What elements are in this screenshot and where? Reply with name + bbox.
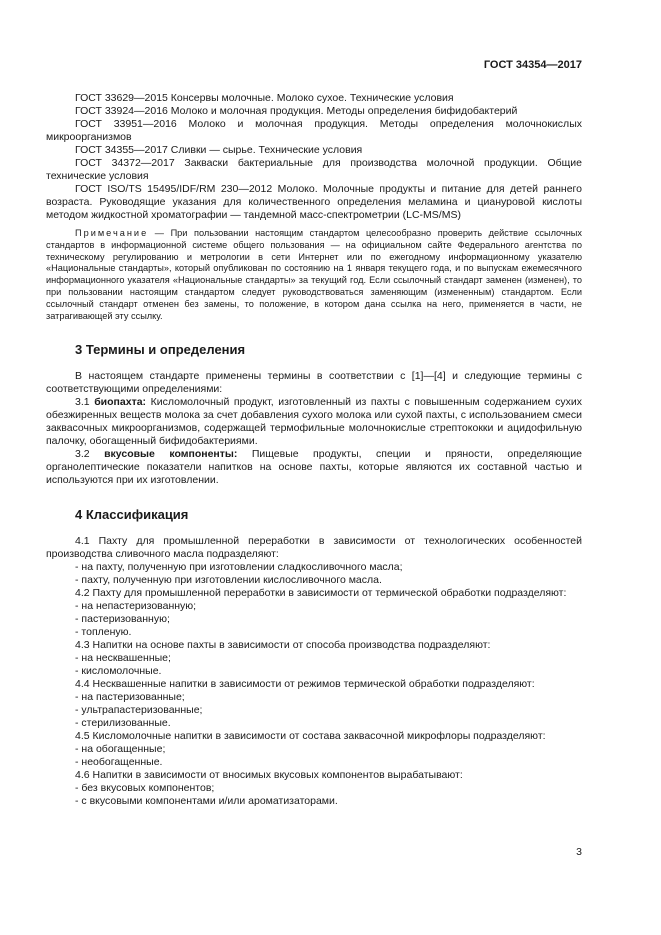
clause-list [46,782,582,808]
reference-item: ГОСТ 33924—2016 Молоко и молочная продукция. Методы определения бифидобактерий [75,105,518,117]
clause-head: 4.4 Несквашенные напитки в зависимости от режимов термической обработки подразделяют: [75,678,535,691]
clause-head: 4.2 Пахту для промышленной переработки в зависимости от термической обработки подразделяют: [75,587,567,600]
list-item: - на пахту, полученную при изготовлении сладкосливочного масла; [75,561,403,574]
page-number: 3 [576,846,582,858]
list-item: - стерилизованные. [75,717,171,730]
term-number: 3.1 [75,396,95,409]
term-3-1 [46,396,582,448]
clause-list [46,600,582,639]
reference-item: ГОСТ ISO/TS 15495/IDF/RM 230—2012 Молоко. Молочные продукты и питание для детей раннего возраста. Руководящие указания для количественного определения меламина и циануровой кислоты методом жидкостной хроматографии — тандемной масс-спектрометрии (LC-MS/MS) [46,183,582,221]
page-body [46,92,582,808]
clause-head: 4.5 Кисломолочные напитки в зависимости от состава заквасочной микрофлоры подразделяют: [75,730,546,743]
note-paragraph [46,228,582,322]
note-text: — При пользовании настоящим стандартом целесообразно проверить действие ссылочных стандартов в информационной системе общего пользования — на официальном сайте Федерального агентства по техническому регулированию и метрологии в сети Интернет или по ежегодному информационному указателю «Национальные стандарты», который опубликован по состоянию на 1 января текущего года, и по выпускам ежемесячного информационного указателя «Национальные стандарты» за текущий год. Если ссылочный стандарт заменен (изменен), то при пользовании настоящим стандартом следует руководствоваться заменяющим (измененным) стандартом. Если ссылочный стандарт отменен без замены, то положение, в котором дана ссылка на него, применяется в части, не затрагивающей эту ссылку. [46,228,582,321]
list-item: - на пастеризованные; [75,691,185,704]
document-header: ГОСТ 34354—2017 [483,59,582,71]
clause-list [46,743,582,769]
section-3-intro: В настоящем стандарте применены термины в соответствии с [1]—[4] и следующие термины с соответствующими определениями: [46,370,582,396]
note-label: Примечание [75,228,149,238]
list-item: - без вкусовых компонентов; [75,782,215,795]
list-item: - с вкусовыми компонентами и/или ароматизаторами. [75,795,338,808]
term-definition: Пищевые продукты, специи и пряности, определяющие органолептические показатели напитков на основе пахты, которые являются их составной частью и используются при их изготовлении. [46,448,583,487]
list-item: - пахту, полученную при изготовлении кислосливочного масла. [75,574,382,587]
term-number: 3.2 [75,448,105,461]
term-definition: Кисломолочный продукт, изготовленный из пахты с повышенным содержанием сухих обезжиренных веществ молока за счет добавления сухого молока или сухой пахты, с использованием смеси заквасочных микроорганизмов, содержащей термофильные молочнокислые стрептококки и ацидофильную палочку, обогащенный бифидобактериями. [46,396,582,448]
clause-head: 4.6 Напитки в зависимости от вносимых вкусовых компонентов вырабатывают: [75,769,463,782]
section-4-title: 4 Классификация [75,507,189,523]
reference-item: ГОСТ 34372—2017 Закваски бактериальные для производства молочной продукции. Общие технические условия [46,157,582,182]
clause-list [46,652,582,678]
list-item: - на обогащенные; [75,743,166,756]
clause-list [46,561,582,587]
reference-item: ГОСТ 34355—2017 Сливки — сырье. Технические условия [75,144,363,156]
clause-list [46,691,582,730]
list-item: - кисломолочные. [75,665,162,678]
list-item: - на непастеризованную; [75,600,197,613]
list-item: - топленую. [75,626,132,639]
list-item: - ультрапастеризованные; [75,704,203,717]
list-item: - необогащенные. [75,756,163,769]
list-item: - на несквашенные; [75,652,171,665]
reference-item: ГОСТ 33951—2016 Молоко и молочная продукция. Методы определения молочнокислых микроорганизмов [46,118,582,143]
term-name: биопахта: [94,396,147,409]
clause-head: 4.3 Напитки на основе пахты в зависимости от способа производства подразделяют: [75,639,491,652]
list-item: - пастеризованную; [75,613,170,626]
section-3-title: 3 Термины и определения [75,342,246,358]
clause-head: 4.1 Пахту для промышленной переработки в зависимости от технологических особенностей производства сливочного масла подразделяют: [46,535,582,561]
reference-item: ГОСТ 33629—2015 Консервы молочные. Молоко сухое. Технические условия [75,92,454,104]
term-3-2 [46,448,582,487]
term-name: вкусовые компоненты: [104,448,238,461]
